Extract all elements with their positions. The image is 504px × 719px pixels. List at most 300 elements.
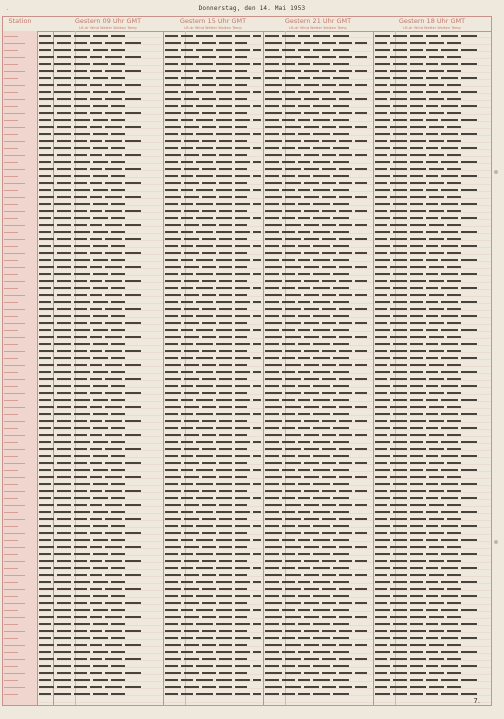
ink-group [355,504,367,506]
ink-group [429,224,444,226]
ink-group [304,98,319,100]
ink-group [426,623,438,625]
punch-hole [494,170,498,174]
ink-group [165,595,178,597]
ink-group [39,532,54,534]
ink-group [447,420,461,422]
ink-group [74,329,90,331]
ink-group [181,399,193,401]
ink-group [410,266,426,268]
ink-group [39,70,54,72]
ink-group [111,287,125,289]
ink-group [219,420,232,422]
ink-group [313,665,330,667]
ink-group [202,126,216,128]
ink-group [313,413,330,415]
station-name [4,68,36,75]
table-row [265,222,371,229]
ink-group [74,98,87,100]
ink-group [184,252,199,254]
table-row [39,369,161,376]
ink-group [375,420,387,422]
ink-group [298,581,310,583]
ink-group [333,371,349,373]
table-row [165,432,261,439]
ink-group [285,420,301,422]
ink-group [429,616,444,618]
ink-group [426,301,438,303]
ink-group [285,168,301,170]
ink-group [461,525,477,527]
ink-group [265,133,279,135]
ink-group [313,455,330,457]
ink-group [235,35,250,37]
ink-group [461,497,477,499]
ink-group [339,280,352,282]
ink-group [125,560,141,562]
table-row [265,544,371,551]
ink-group [298,567,310,569]
ink-group [285,224,301,226]
table-row [375,278,489,285]
ink-group [105,644,122,646]
ink-group [461,693,477,695]
table-row [375,117,489,124]
station-name [4,516,36,523]
ink-group [393,665,407,667]
ink-group [165,350,181,352]
ink-group [282,595,295,597]
ink-group [265,364,282,366]
ink-group [304,154,319,156]
ink-group [253,567,261,569]
ink-group [265,448,282,450]
ink-group [253,595,261,597]
ink-group [54,455,71,457]
ink-group [74,252,87,254]
ink-group [111,539,125,541]
ink-group [447,574,461,576]
station-name [4,138,36,145]
ink-group [216,539,232,541]
table-row [165,250,261,257]
ink-group [355,644,367,646]
ink-group [165,161,178,163]
table-row [165,614,261,621]
ink-group [105,266,122,268]
ink-group [181,259,193,261]
ink-group [313,287,330,289]
ink-group [253,581,261,583]
ink-group [339,364,352,366]
ink-group [304,196,319,198]
ink-group [93,49,108,51]
ink-group [219,658,232,660]
ink-group [216,119,232,121]
ink-group [313,105,330,107]
ink-group [57,42,71,44]
ink-group [461,301,477,303]
ink-group [54,581,71,583]
table-row [39,670,161,677]
ink-group [74,644,87,646]
ink-group [57,364,71,366]
ink-group [410,147,423,149]
ink-group [410,455,423,457]
ink-group [235,546,247,548]
ink-group [125,294,141,296]
ink-group [265,322,282,324]
ink-group [74,371,90,373]
ink-group [105,126,122,128]
ink-group [375,525,390,527]
ink-group [202,154,216,156]
ink-group [93,161,108,163]
ink-group [447,476,461,478]
ink-group [429,112,444,114]
ink-group [375,539,390,541]
ink-group [355,616,367,618]
ink-group [125,672,141,674]
ink-group [333,63,349,65]
ink-group [93,245,108,247]
ink-group [196,49,213,51]
ink-group [390,420,407,422]
ink-group [196,511,213,513]
table-row [265,670,371,677]
ink-group [39,42,54,44]
ink-group [74,301,90,303]
ink-group [253,399,261,401]
ink-group [74,350,87,352]
ink-group [235,434,247,436]
ink-group [322,420,336,422]
ink-group [184,462,199,464]
table-row [375,579,489,586]
ink-group [333,651,349,653]
ink-group [74,287,90,289]
ink-group [219,602,232,604]
ink-group [375,266,387,268]
ink-group [410,336,426,338]
ink-group [298,679,310,681]
table-row [375,40,489,47]
table-row [39,663,161,670]
ink-group [282,91,295,93]
ink-group [90,476,102,478]
ink-group [265,693,279,695]
ink-group [410,252,426,254]
ink-group [111,77,125,79]
station-column-header [3,17,38,32]
ink-group [181,693,193,695]
ink-group [57,350,71,352]
ink-group [322,574,336,576]
ink-group [285,140,301,142]
table-row [375,439,489,446]
ink-group [265,140,282,142]
ink-group [253,231,261,233]
ink-group [390,560,407,562]
table-row [165,89,261,96]
ink-group [219,378,232,380]
ink-group [74,469,90,471]
ink-group [333,315,349,317]
ink-group [461,161,477,163]
table-row [375,663,489,670]
ink-group [265,42,282,44]
table-row [265,551,371,558]
table-row [165,677,261,684]
ink-group [333,231,349,233]
ink-group [74,609,90,611]
ink-group [304,280,319,282]
station-name [4,222,36,229]
ink-group [216,161,232,163]
ink-group [313,343,330,345]
ink-group [461,623,477,625]
ink-group [253,413,261,415]
ink-group [298,273,310,275]
ink-group [429,434,444,436]
ink-group [196,245,213,247]
ink-group [339,462,352,464]
ink-group [441,595,458,597]
ink-group [426,469,438,471]
ink-group [393,133,407,135]
ink-group [339,98,352,100]
ink-group [54,399,71,401]
table-row [375,670,489,677]
ink-group [196,665,213,667]
table-row [375,362,489,369]
ink-group [165,322,181,324]
station-name [4,173,36,180]
ink-group [304,336,319,338]
ink-group [429,322,444,324]
ink-group [304,588,319,590]
table-row [265,369,371,376]
ink-group [410,280,426,282]
table-row [375,460,489,467]
ink-group [39,651,51,653]
table-row [265,677,371,684]
ink-group [426,693,438,695]
ink-group [184,280,199,282]
ink-group [165,448,181,450]
ink-group [375,637,390,639]
ink-group [304,672,319,674]
table-row [39,523,161,530]
table-row [265,82,371,89]
ink-group [461,469,477,471]
station-name [4,565,36,572]
ink-group [313,399,330,401]
ink-group [235,644,247,646]
ink-group [333,147,349,149]
station-name [4,152,36,159]
ink-group [355,518,367,520]
table-row [375,355,489,362]
ink-group [105,252,122,254]
ink-group [265,357,279,359]
station-name [4,96,36,103]
ink-group [235,42,247,44]
ink-group [390,126,407,128]
ink-group [461,511,477,513]
column-subheads-3: Lft-dr Wind Wetter Wolken Temp [289,26,347,30]
ink-group [298,161,310,163]
ink-group [333,217,349,219]
ink-group [339,616,352,618]
ink-group [304,602,319,604]
ink-group [375,483,390,485]
ink-group [285,266,301,268]
ink-group [355,266,367,268]
ink-group [285,476,301,478]
ink-group [125,448,141,450]
ink-group [93,693,108,695]
ink-group [93,427,108,429]
ink-group [253,357,261,359]
ink-group [202,518,216,520]
ink-group [196,483,213,485]
ink-group [447,448,461,450]
ink-group [57,518,71,520]
ink-group [196,539,213,541]
ink-group [282,469,295,471]
ink-group [125,588,141,590]
ink-group [313,49,330,51]
ink-group [390,322,407,324]
ink-group [285,672,301,674]
ink-group [181,77,193,79]
ink-group [165,168,181,170]
ink-group [339,126,352,128]
table-row [375,635,489,642]
ink-group [74,273,90,275]
table-row [39,383,161,390]
ink-group [441,581,458,583]
ink-group [265,49,279,51]
ink-group [235,231,250,233]
ink-group [265,154,282,156]
ink-group [313,693,330,695]
table-row [39,292,161,299]
ink-group [74,315,90,317]
ink-group [235,322,247,324]
ink-group [125,476,141,478]
table-row [39,649,161,656]
ink-group [196,525,213,527]
ink-group [74,399,90,401]
ink-group [165,301,178,303]
ink-group [93,77,108,79]
table-row [375,313,489,320]
table-row [39,565,161,572]
ink-group [355,490,367,492]
ink-group [333,525,349,527]
ink-group [57,560,71,562]
ink-group [57,70,71,72]
ink-group [165,371,178,373]
ink-group [441,637,458,639]
ink-group [57,504,71,506]
ink-group [105,224,122,226]
table-row [375,159,489,166]
ink-group [253,455,261,457]
ink-group [184,602,199,604]
ink-group [410,476,426,478]
ink-group [57,420,71,422]
ink-group [393,343,407,345]
column-subheads-1: Lft-dr Wind Wetter Wolken Temp [79,26,137,30]
ink-group [165,119,178,121]
ink-group [304,644,319,646]
ink-group [426,357,438,359]
ink-group [410,287,423,289]
ink-group [322,378,336,380]
ink-group [253,315,261,317]
ink-group [39,147,51,149]
ink-group [282,35,295,37]
ink-group [355,56,367,58]
ink-group [333,385,349,387]
table-row [265,418,371,425]
station-name [4,670,36,677]
ink-group [390,602,407,604]
ink-group [375,567,390,569]
ink-group [265,686,282,688]
table-row [375,124,489,131]
ink-group [447,154,461,156]
table-row [39,628,161,635]
ink-group [93,483,108,485]
ink-group [39,287,51,289]
ink-group [90,322,102,324]
ink-group [219,154,232,156]
table-row [39,306,161,313]
ink-group [39,245,51,247]
ink-group [184,546,199,548]
station-name [4,649,36,656]
ink-group [181,525,193,527]
ink-group [339,252,352,254]
table-row [39,40,161,47]
ink-group [93,301,108,303]
ink-group [235,196,247,198]
ink-group [74,70,87,72]
ink-group [105,210,122,212]
ink-group [54,371,71,373]
ink-group [339,238,352,240]
ink-group [447,588,461,590]
ink-group [265,623,279,625]
ink-group [74,574,87,576]
ink-group [393,91,407,93]
ink-group [202,294,216,296]
ink-group [93,231,108,233]
ink-group [410,329,423,331]
ink-group [298,511,310,513]
table-row [265,131,371,138]
station-name [4,299,36,306]
ink-group [461,651,477,653]
table-row [39,600,161,607]
ink-group [333,343,349,345]
ink-group [285,518,301,520]
ink-group [54,511,71,513]
